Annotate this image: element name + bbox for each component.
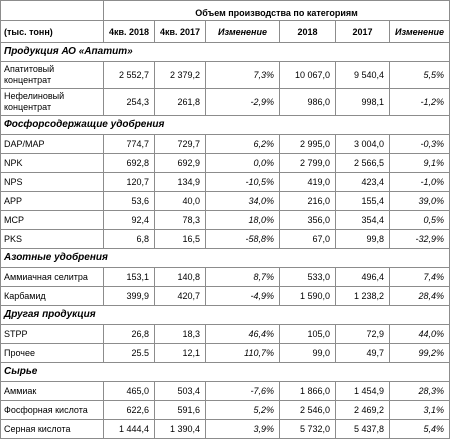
cell-quarter-change: 0,0% xyxy=(206,154,280,173)
cell-year-change: 7,4% xyxy=(390,268,450,287)
cell-year-2017: 155,4 xyxy=(336,192,390,211)
cell-year-2017: 354,4 xyxy=(336,211,390,230)
cell-quarter-change: 110,7% xyxy=(206,344,280,363)
table-row xyxy=(1,420,450,439)
cell-year-change: 39,0% xyxy=(390,192,450,211)
section-header-row xyxy=(1,43,450,62)
cell-q4-2017: 420,7 xyxy=(155,287,206,306)
cell-year-change: 99,2% xyxy=(390,344,450,363)
cell-q4-2017: 729,7 xyxy=(155,135,206,154)
table-row xyxy=(1,173,450,192)
cell-year-change: 5,5% xyxy=(390,62,450,89)
cell-q4-2018: 465,0 xyxy=(104,382,155,401)
cell-year-2018: 1 590,0 xyxy=(280,287,336,306)
cell-quarter-change: 18,0% xyxy=(206,211,280,230)
cell-year-change: 28,4% xyxy=(390,287,450,306)
cell-quarter-change: -10,5% xyxy=(206,173,280,192)
cell-year-2018: 2 799,0 xyxy=(280,154,336,173)
cell-quarter-change: 7,3% xyxy=(206,62,280,89)
cell-q4-2017: 134,9 xyxy=(155,173,206,192)
cell-year-2017: 1 238,2 xyxy=(336,287,390,306)
section-fill-cell xyxy=(206,43,450,62)
row-label: Апатитовый концентрат xyxy=(1,62,104,89)
cell-year-change: 3,1% xyxy=(390,401,450,420)
cell-q4-2018: 120,7 xyxy=(104,173,155,192)
row-label: MCP xyxy=(1,211,104,230)
row-label: NPK xyxy=(1,154,104,173)
cell-quarter-change: 34,0% xyxy=(206,192,280,211)
cell-year-2018: 105,0 xyxy=(280,325,336,344)
section-title: Сырье xyxy=(1,363,206,382)
cell-year-2018: 10 067,0 xyxy=(280,62,336,89)
cell-q4-2018: 1 444,4 xyxy=(104,420,155,439)
section-title: Продукция АО «Апатит» xyxy=(1,43,206,62)
cell-q4-2018: 692,8 xyxy=(104,154,155,173)
row-label: Аммиак xyxy=(1,382,104,401)
section-fill-cell xyxy=(206,306,450,325)
section-header-row xyxy=(1,249,450,268)
cell-year-2017: 9 540,4 xyxy=(336,62,390,89)
table-row xyxy=(1,287,450,306)
cell-year-change: 0,5% xyxy=(390,211,450,230)
cell-quarter-change: -2,9% xyxy=(206,89,280,116)
header-year-2017: 2017 xyxy=(336,21,390,43)
row-label: Аммиачная селитра xyxy=(1,268,104,287)
row-label: PKS xyxy=(1,230,104,249)
cell-year-2018: 533,0 xyxy=(280,268,336,287)
cell-q4-2017: 503,4 xyxy=(155,382,206,401)
cell-q4-2018: 25.5 xyxy=(104,344,155,363)
cell-year-2018: 2 546,0 xyxy=(280,401,336,420)
cell-year-change: -1,2% xyxy=(390,89,450,116)
table-row xyxy=(1,230,450,249)
cell-quarter-change: -7,6% xyxy=(206,382,280,401)
table-row xyxy=(1,382,450,401)
cell-year-2017: 5 437,8 xyxy=(336,420,390,439)
cell-quarter-change: -4,9% xyxy=(206,287,280,306)
cell-q4-2017: 16,5 xyxy=(155,230,206,249)
table-row xyxy=(1,192,450,211)
row-label: DAP/MAP xyxy=(1,135,104,154)
cell-year-2018: 356,0 xyxy=(280,211,336,230)
row-label: Карбамид xyxy=(1,287,104,306)
table-row xyxy=(1,135,450,154)
section-fill-cell xyxy=(206,116,450,135)
title-blank-cell xyxy=(1,1,104,21)
header-unit: (тыс. тонн) xyxy=(1,21,104,43)
table-row xyxy=(1,401,450,420)
cell-year-2017: 496,4 xyxy=(336,268,390,287)
cell-year-2017: 72,9 xyxy=(336,325,390,344)
cell-year-change: 5,4% xyxy=(390,420,450,439)
cell-year-2017: 2 566,5 xyxy=(336,154,390,173)
header-quarter-change: Изменение xyxy=(206,21,280,43)
cell-q4-2018: 622,6 xyxy=(104,401,155,420)
cell-q4-2017: 18,3 xyxy=(155,325,206,344)
cell-year-2017: 49,7 xyxy=(336,344,390,363)
table-row xyxy=(1,211,450,230)
cell-quarter-change: 5,2% xyxy=(206,401,280,420)
cell-year-2018: 986,0 xyxy=(280,89,336,116)
cell-quarter-change: 6,2% xyxy=(206,135,280,154)
table-row xyxy=(1,344,450,363)
cell-q4-2017: 261,8 xyxy=(155,89,206,116)
cell-year-2017: 2 469,2 xyxy=(336,401,390,420)
cell-quarter-change: -58,8% xyxy=(206,230,280,249)
section-fill-cell xyxy=(206,249,450,268)
cell-q4-2017: 1 390,4 xyxy=(155,420,206,439)
cell-year-2018: 2 995,0 xyxy=(280,135,336,154)
cell-year-2018: 5 732,0 xyxy=(280,420,336,439)
cell-q4-2018: 774,7 xyxy=(104,135,155,154)
cell-q4-2018: 399,9 xyxy=(104,287,155,306)
cell-q4-2018: 26,8 xyxy=(104,325,155,344)
table-row xyxy=(1,154,450,173)
header-year-change: Изменение xyxy=(390,21,450,43)
row-label: Прочее xyxy=(1,344,104,363)
cell-q4-2018: 254,3 xyxy=(104,89,155,116)
cell-year-2018: 99,0 xyxy=(280,344,336,363)
section-header-row xyxy=(1,116,450,135)
cell-year-2018: 1 866,0 xyxy=(280,382,336,401)
cell-q4-2017: 40,0 xyxy=(155,192,206,211)
cell-year-change: 28,3% xyxy=(390,382,450,401)
table-row xyxy=(1,89,450,116)
row-label: STPP xyxy=(1,325,104,344)
table-row xyxy=(1,268,450,287)
cell-year-2017: 99,8 xyxy=(336,230,390,249)
cell-q4-2017: 12,1 xyxy=(155,344,206,363)
table-row xyxy=(1,62,450,89)
table-row xyxy=(1,325,450,344)
cell-year-change: 44,0% xyxy=(390,325,450,344)
section-title: Фосфорсодержащие удобрения xyxy=(1,116,206,135)
cell-q4-2018: 153,1 xyxy=(104,268,155,287)
cell-q4-2017: 140,8 xyxy=(155,268,206,287)
row-label: Нефелиновый концентрат xyxy=(1,89,104,116)
cell-quarter-change: 46,4% xyxy=(206,325,280,344)
header-year-2018: 2018 xyxy=(280,21,336,43)
cell-year-2017: 3 004,0 xyxy=(336,135,390,154)
row-label: Фосфорная кислота xyxy=(1,401,104,420)
cell-year-change: 9,1% xyxy=(390,154,450,173)
cell-q4-2017: 692,9 xyxy=(155,154,206,173)
row-label: APP xyxy=(1,192,104,211)
section-header-row xyxy=(1,363,450,382)
header-q4-2018: 4кв. 2018 xyxy=(104,21,155,43)
row-label: Серная кислота xyxy=(1,420,104,439)
cell-year-2018: 216,0 xyxy=(280,192,336,211)
section-fill-cell xyxy=(206,363,450,382)
cell-quarter-change: 3,9% xyxy=(206,420,280,439)
cell-year-change: -32,9% xyxy=(390,230,450,249)
cell-year-change: -0,3% xyxy=(390,135,450,154)
table-title: Объем производства по категориям xyxy=(104,1,450,21)
cell-year-2017: 1 454,9 xyxy=(336,382,390,401)
cell-year-change: -1,0% xyxy=(390,173,450,192)
cell-year-2017: 423,4 xyxy=(336,173,390,192)
section-header-row xyxy=(1,306,450,325)
section-title: Другая продукция xyxy=(1,306,206,325)
cell-q4-2018: 53,6 xyxy=(104,192,155,211)
cell-q4-2018: 6,8 xyxy=(104,230,155,249)
cell-year-2017: 998,1 xyxy=(336,89,390,116)
cell-quarter-change: 8,7% xyxy=(206,268,280,287)
cell-q4-2018: 92,4 xyxy=(104,211,155,230)
row-label: NPS xyxy=(1,173,104,192)
header-q4-2017: 4кв. 2017 xyxy=(155,21,206,43)
cell-q4-2018: 2 552,7 xyxy=(104,62,155,89)
cell-q4-2017: 2 379,2 xyxy=(155,62,206,89)
section-title: Азотные удобрения xyxy=(1,249,206,268)
cell-year-2018: 419,0 xyxy=(280,173,336,192)
cell-q4-2017: 591,6 xyxy=(155,401,206,420)
cell-year-2018: 67,0 xyxy=(280,230,336,249)
cell-q4-2017: 78,3 xyxy=(155,211,206,230)
